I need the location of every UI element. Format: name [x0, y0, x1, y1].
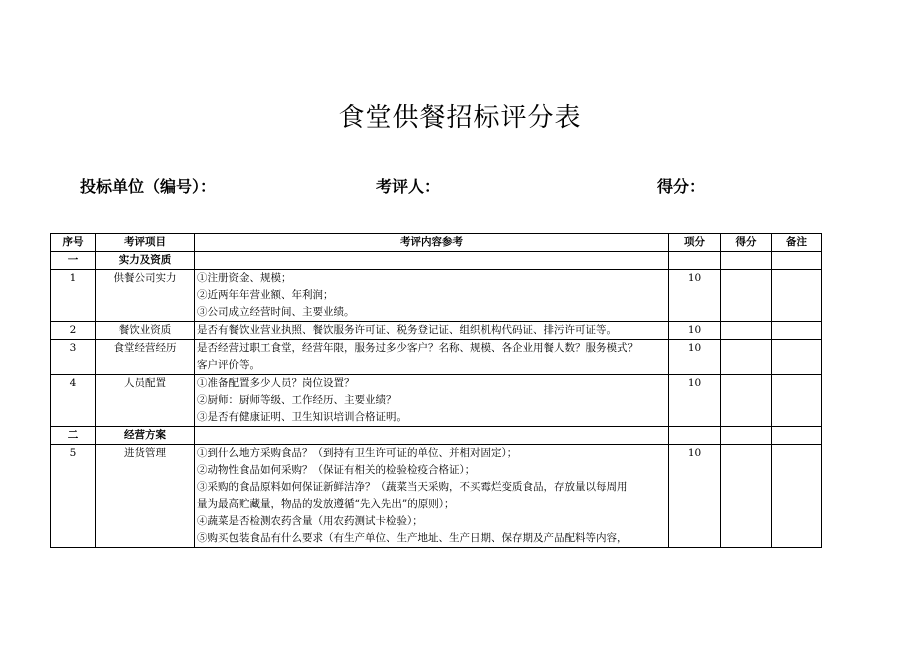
content-line: ②近两年年营业额、年利润； — [197, 289, 334, 301]
section-name: 实力及资质 — [96, 252, 195, 270]
row-content — [195, 340, 669, 375]
row-points: 10 — [669, 270, 721, 322]
content-line: 客户评价等。 — [197, 359, 260, 371]
section-number: 二 — [51, 427, 96, 445]
content-line: ①注册资金、规模； — [197, 272, 292, 284]
row-item: 食堂经营经历 — [96, 340, 195, 375]
row-number: 1 — [51, 270, 96, 322]
scoring-table — [50, 233, 822, 548]
score-cell[interactable] — [721, 340, 772, 375]
row-points: 10 — [669, 340, 721, 375]
row-points: 10 — [669, 375, 721, 427]
score-label: 得分： — [657, 177, 706, 196]
content-line: 量为最高贮藏量，物品的发放遵循“先入先出”的原则）； — [197, 498, 455, 510]
row-content — [195, 270, 669, 322]
header-points: 项分 — [669, 234, 721, 252]
header-seq: 序号 — [51, 234, 96, 252]
bidder-label: 投标单位（编号）： — [80, 177, 217, 196]
row-number: 2 — [51, 322, 96, 340]
empty-cell — [669, 427, 721, 445]
row-content — [195, 322, 669, 340]
table-header-row — [51, 234, 822, 252]
empty-cell — [195, 252, 669, 270]
row-points: 10 — [669, 445, 721, 548]
empty-cell — [772, 427, 822, 445]
content-line: ①到什么地方采购食品？（到持有卫生许可证的单位、并相对固定）； — [197, 447, 518, 459]
empty-cell — [721, 427, 772, 445]
score-cell[interactable] — [721, 322, 772, 340]
table-row — [51, 375, 822, 427]
score-cell[interactable] — [721, 270, 772, 322]
section-number: 一 — [51, 252, 96, 270]
section-row — [51, 427, 822, 445]
remark-cell[interactable] — [772, 340, 822, 375]
row-item: 进货管理 — [96, 445, 195, 548]
content-line: ②厨师：厨师等级、工作经历、主要业绩？ — [197, 394, 397, 406]
row-item: 餐饮业资质 — [96, 322, 195, 340]
row-number: 5 — [51, 445, 96, 548]
section-row — [51, 252, 822, 270]
content-line: ③采购的食品原料如何保证新鲜洁净？（蔬菜当天采购，不买霉烂变质食品，存放量以每周用 — [197, 481, 628, 493]
header-content: 考评内容参考 — [195, 234, 669, 252]
row-number: 3 — [51, 340, 96, 375]
score-cell[interactable] — [721, 375, 772, 427]
empty-cell — [721, 252, 772, 270]
row-points: 10 — [669, 322, 721, 340]
empty-cell — [772, 252, 822, 270]
content-line: 是否有餐饮业营业执照、餐饮服务许可证、税务登记证、组织机构代码证、排污许可证等。 — [197, 324, 617, 336]
remark-cell[interactable] — [772, 375, 822, 427]
table-row — [51, 445, 822, 548]
row-content — [195, 445, 669, 548]
table-row — [51, 340, 822, 375]
row-content — [195, 375, 669, 427]
reviewer-label: 考评人： — [376, 177, 441, 196]
page-title: 食堂供餐招标评分表 — [338, 103, 582, 133]
empty-cell — [195, 427, 669, 445]
remark-cell[interactable] — [772, 445, 822, 548]
table-row — [51, 322, 822, 340]
row-item: 供餐公司实力 — [96, 270, 195, 322]
remark-cell[interactable] — [772, 322, 822, 340]
header-item: 考评项目 — [96, 234, 195, 252]
row-number: 4 — [51, 375, 96, 427]
section-name: 经营方案 — [96, 427, 195, 445]
content-line: ⑤购买包装食品有什么要求（有生产单位、生产地址、生产日期、保存期及产品配料等内容， — [197, 532, 628, 544]
content-line: ③公司成立经营时间、主要业绩。 — [197, 306, 355, 318]
row-item: 人员配置 — [96, 375, 195, 427]
empty-cell — [669, 252, 721, 270]
header-score: 得分 — [721, 234, 772, 252]
remark-cell[interactable] — [772, 270, 822, 322]
content-line: ④蔬菜是否检测农药含量（用农药测试卡检验）； — [197, 515, 423, 527]
header-remark: 备注 — [772, 234, 822, 252]
content-line: ①准备配置多少人员？岗位设置？ — [197, 377, 355, 389]
content-line: ②动物性食品如何采购？（保证有相关的检验检疫合格证）； — [197, 464, 476, 476]
table-body — [51, 252, 822, 548]
content-line: ③是否有健康证明、卫生知识培训合格证明。 — [197, 411, 407, 423]
content-line: 是否经营过职工食堂，经营年限，服务过多少客户？名称、规模、各企业用餐人数？服务模式？ — [197, 342, 638, 354]
table-row — [51, 270, 822, 322]
score-cell[interactable] — [721, 445, 772, 548]
